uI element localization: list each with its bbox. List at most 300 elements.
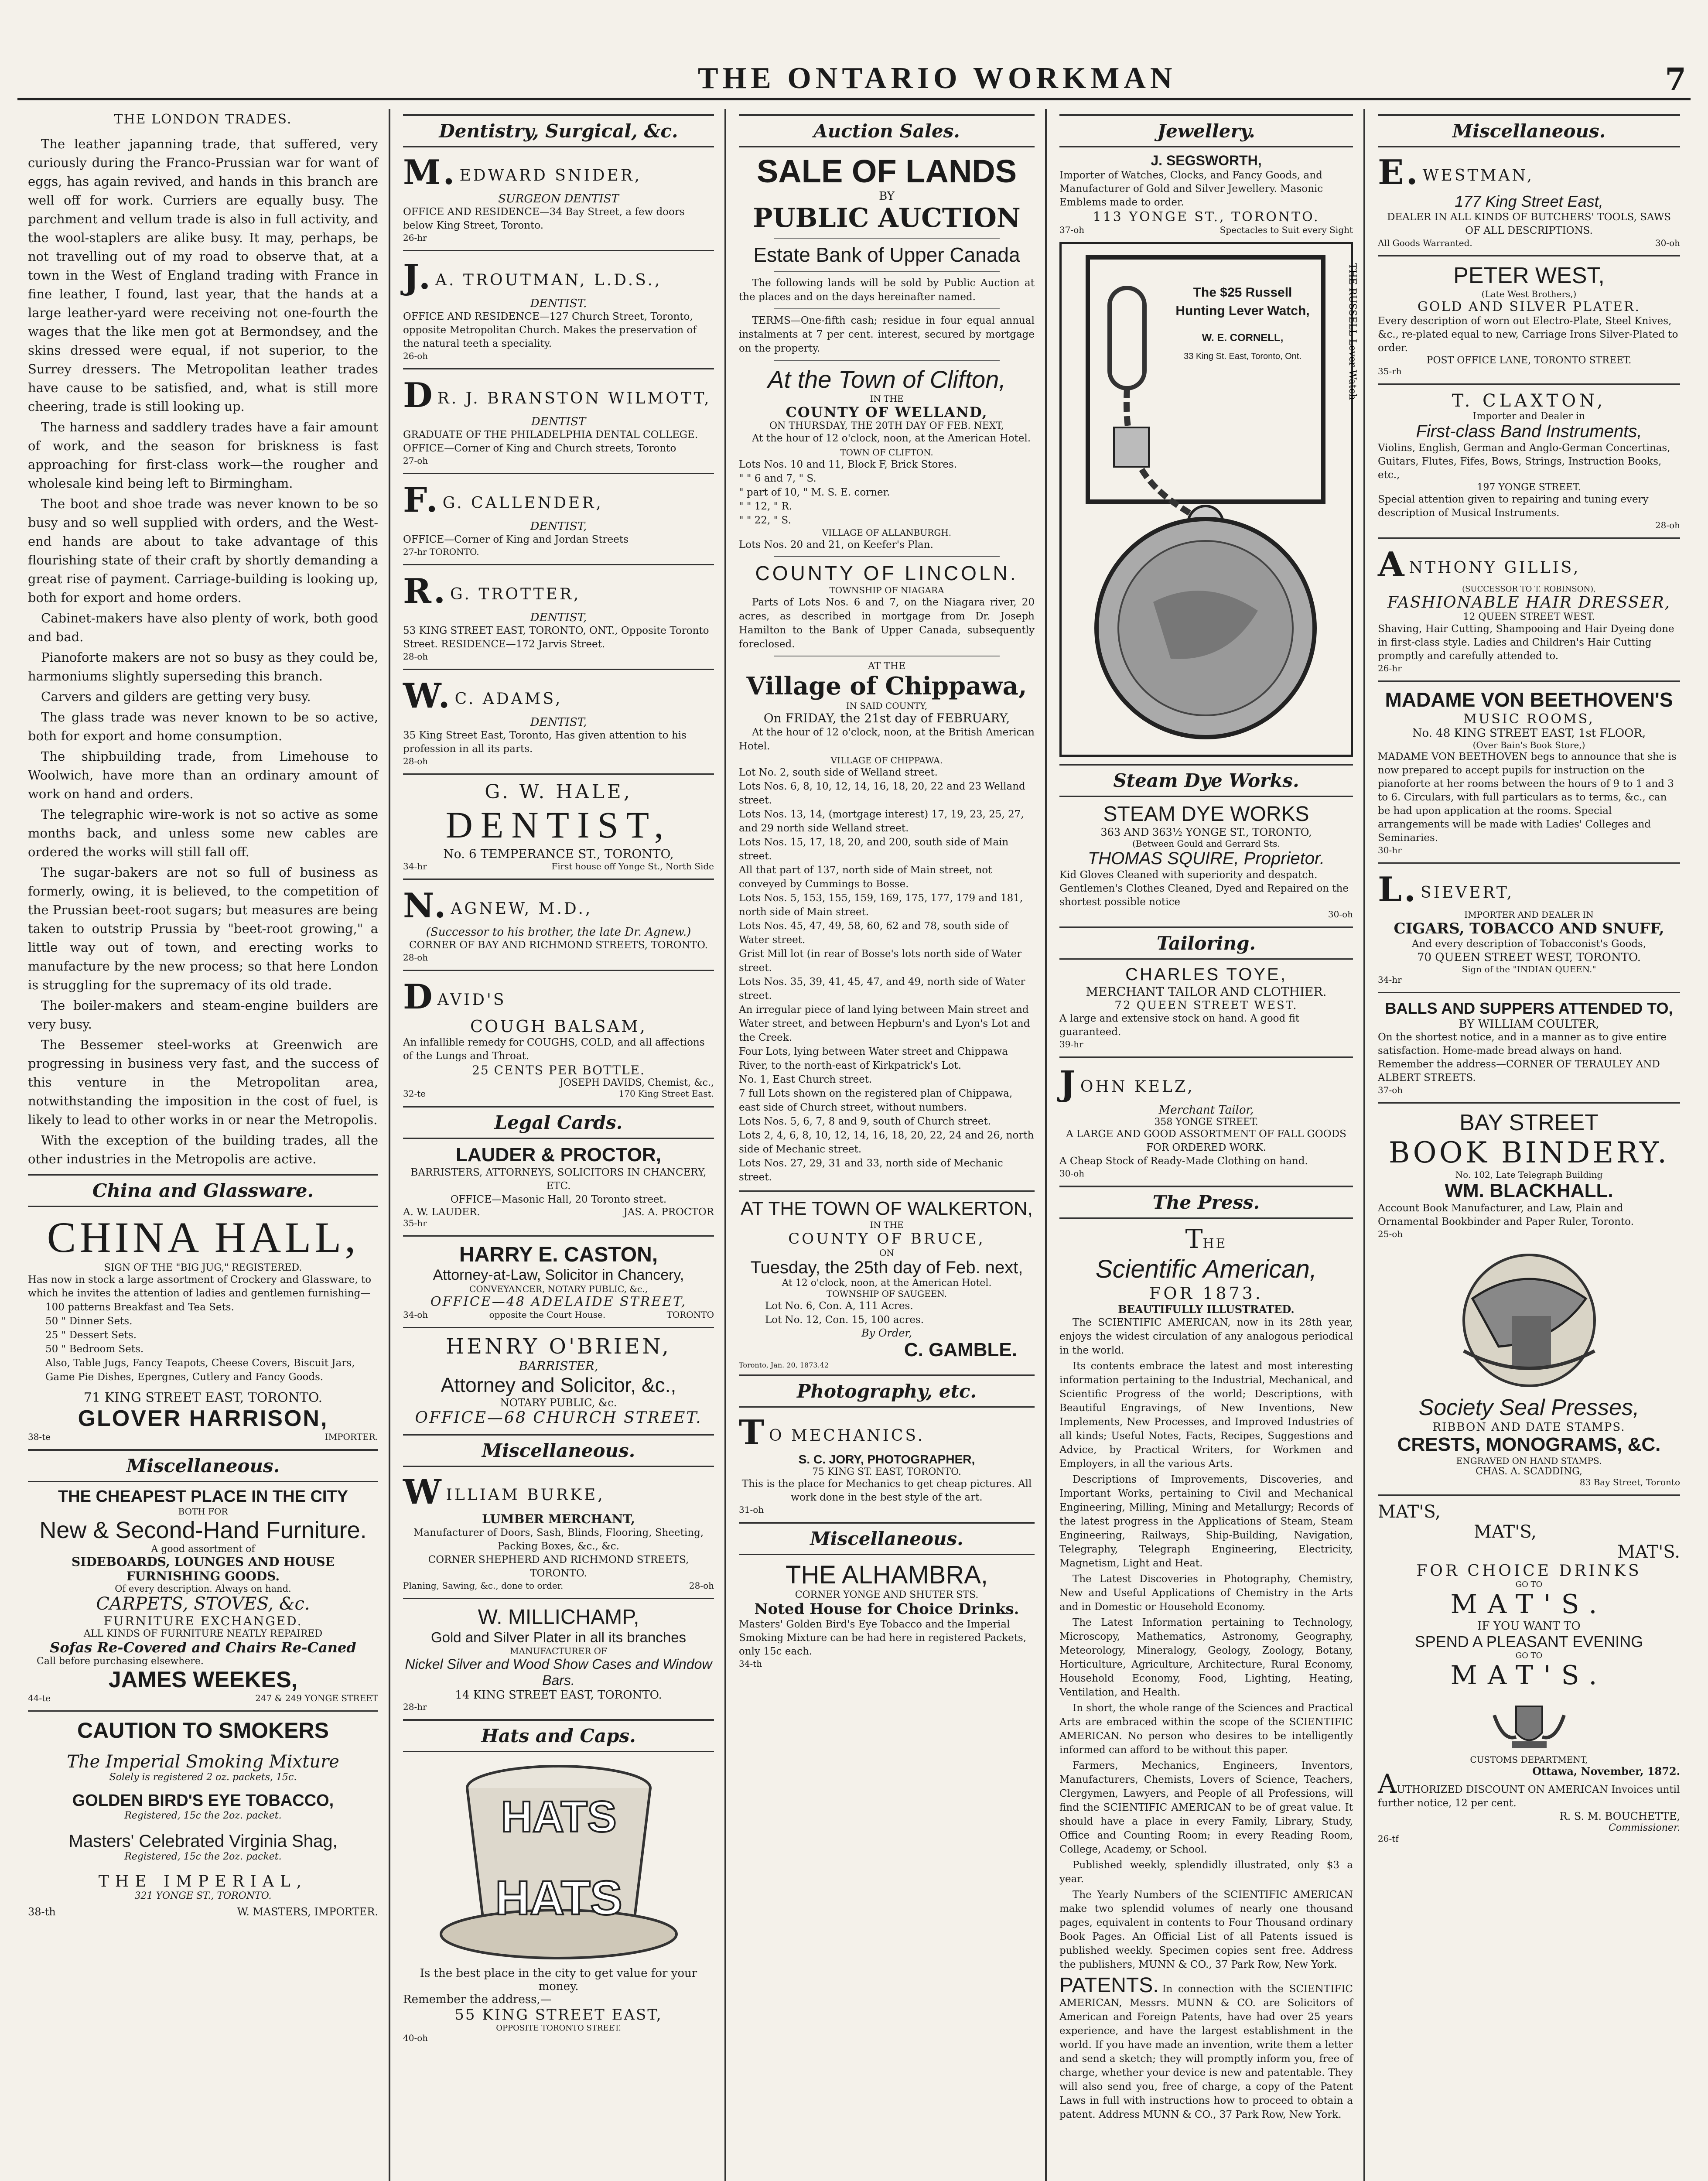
beethoven-address: No. 48 KING STREET EAST, 1st FLOOR,: [1412, 727, 1646, 740]
column-5: [1367, 109, 1691, 2181]
jory-address: 75 KING ST. EAST, TORONTO.: [812, 1467, 961, 1477]
article-paragraph: The glass trade was never known to be so active, both for export and home consumption.: [28, 710, 378, 743]
claxton-ad: [1378, 391, 1680, 530]
ref-code: 28-hr: [403, 1702, 427, 1712]
seal-address: 83 Bay Street, Toronto: [1579, 1477, 1680, 1487]
dentist-text: 53 KING STREET EAST, TORONTO, ONT., Opposite Toronto Street. RESIDENCE—172 Jarvis Street.: [403, 625, 709, 650]
hats-word-1: HATS: [501, 1792, 616, 1841]
chippawa-at: AT THE: [868, 661, 906, 672]
sievert-name: SIEVERT,: [1421, 884, 1514, 902]
beethoven-sub: MUSIC ROOMS,: [1463, 711, 1595, 727]
ref-code: 27-oh: [403, 455, 428, 466]
claxton-address: 197 YONGE STREET.: [1477, 482, 1581, 493]
section-heading-hats: Hats and Caps.: [403, 1719, 714, 1752]
dentist-sub: DENTIST,: [530, 611, 587, 624]
divider: [774, 308, 1000, 309]
segsworth-note: Spectacles to Suit every Sight: [1220, 225, 1353, 235]
dentist-name: G. CALLENDER,: [442, 494, 603, 512]
divider: [774, 238, 1000, 239]
furniture-address: 247 & 249 YONGE STREET: [255, 1693, 378, 1703]
drop-cap: J.: [403, 257, 433, 297]
jory-name: S. C. JORY, PHOTOGRAPHER,: [798, 1453, 975, 1466]
divider: [28, 1710, 378, 1712]
jory-text: This is the place for Mechanics to get cheap pictures. All work done in the best style of the art.: [741, 1478, 1032, 1503]
sale-terms: TERMS—One-fifth cash; residue in four equal annual instalments at 7 per cent. interest, secured by mortgage on the property.: [739, 315, 1035, 354]
gillis-title: FASHIONABLE HAIR DRESSER,: [1387, 594, 1671, 612]
lot-line: Grist Mill lot (in rear of Bosse's lots north side of Water street.: [739, 948, 1022, 974]
davids-name: AVID'S: [437, 991, 506, 1009]
dentist-text: OFFICE AND RESIDENCE—127 Church Street, Toronto, opposite Metropolitan Church. Makes the preservation of the natural teeth a speciality.: [403, 311, 697, 349]
furniture-line: SIDEBOARDS, LOUNGES AND HOUSE FURNISHING GOODS.: [72, 1555, 335, 1583]
dentist-name: C. ADAMS,: [454, 690, 563, 708]
page-number: 7: [1665, 61, 1686, 97]
dye-note: Gentlemen's Clothes Cleaned, Dyed and Repaired on the shortest possible notice: [1059, 883, 1349, 908]
ref-code: 26-hr: [1378, 663, 1402, 673]
agnew-text: CORNER OF BAY AND RICHMOND STREETS, TORONTO.: [409, 940, 708, 951]
beethoven-ad: [1378, 688, 1680, 855]
beethoven-title: MADAME VON BEETHOVEN'S: [1385, 688, 1673, 711]
hats-ad: [403, 1757, 714, 2043]
bindery-text: Account Book Manufacturer, and Law, Plain and Ornamental Bookbinder and Paper Ruler, Toronto.: [1378, 1203, 1634, 1227]
lot-line: " " 12, " R.: [739, 501, 793, 512]
davids-address: 170 King Street East.: [618, 1088, 714, 1099]
ref-code: 39-hr: [1059, 1039, 1083, 1049]
drop-cap: D: [403, 376, 435, 415]
sievert-sign: Sign of the "INDIAN QUEEN.": [1462, 964, 1596, 974]
article-paragraph: The shipbuilding trade, from Limehouse to Woolwich, have more than an ordinary amount of work on hand and orders.: [28, 749, 378, 801]
ref-code: 35-hr: [403, 1218, 427, 1228]
lot-line: Lots Nos. 10 and 11, Block F, Brick Stores.: [739, 459, 957, 470]
ref-code: 28-oh: [1655, 520, 1680, 530]
west-name: PETER WEST,: [1453, 263, 1605, 288]
millichamp-title: Gold and Silver Plater in all its branches: [430, 1629, 687, 1645]
sievert-sub: IMPORTER AND DEALER IN: [1464, 909, 1594, 920]
millichamp-address: 14 KING STREET EAST, TORONTO.: [455, 1689, 662, 1702]
ref-code: 30-oh: [1328, 909, 1353, 920]
ref-code: 34-th: [739, 1658, 762, 1669]
divider: [403, 879, 714, 880]
agnew-name: AGNEW, M.D.,: [451, 900, 593, 918]
china-hall-proprietor: GLOVER HARRISON,: [78, 1406, 328, 1431]
lot-line: Lots Nos. 5, 153, 155, 159, 169, 175, 177, 179 and 181, north side of Main street.: [739, 892, 1023, 918]
westman-text: DEALER IN ALL KINDS OF BUTCHERS' TOOLS, SAWS OF ALL DESCRIPTIONS.: [1387, 212, 1671, 236]
divider: [403, 970, 714, 971]
gillis-ad: [1378, 545, 1680, 673]
section-heading-dye: Steam Dye Works.: [1059, 764, 1353, 797]
walkerton-lots: [739, 1299, 1035, 1327]
millichamp-ad: [403, 1605, 714, 1712]
china-hall-item: 50 " Dinner Sets.: [45, 1316, 133, 1327]
walkerton-township: TOWNSHIP OF SAUGEEN.: [826, 1289, 947, 1299]
drop-cap: T: [1185, 1224, 1203, 1255]
walkerton-on: ON: [879, 1248, 894, 1258]
article-paragraph: Pianoforte makers are not so busy as they could be, harmoniums slightly superseding this branch.: [28, 650, 378, 684]
mats-line: MAT'S.: [1450, 1660, 1608, 1691]
china-hall-item: Also, Table Jugs, Fancy Teapots, Cheese Covers, Biscuit Jars, Game Pie Dishes, Epergnes, Cutlery and Fancy Goods.: [45, 1357, 355, 1383]
dentist-ad: [403, 257, 714, 361]
china-hall-text: Has now in stock a large assortment of Crockery and Glassware, to which he invites the attention of ladies and gentlemen furnishing—: [28, 1274, 372, 1299]
mats-line: FOR CHOICE DRINKS: [1416, 1562, 1642, 1580]
sale-estate: Estate Bank of Upper Canada: [753, 243, 1020, 266]
furniture-ad: [28, 1487, 378, 1703]
divider: [1378, 680, 1680, 682]
divider: [403, 773, 714, 775]
china-hall-sign: SIGN OF THE "BIG JUG," REGISTERED.: [104, 1262, 302, 1273]
caston-opp: opposite the Court House.: [489, 1309, 606, 1320]
divider: [403, 1327, 714, 1328]
furniture-line: CARPETS, STOVES, &c.: [96, 1594, 310, 1614]
dentist-sub: DENTIST.: [530, 297, 587, 310]
caston-office: OFFICE—48 ADELAIDE STREET,: [430, 1294, 687, 1309]
mats-line: MAT'S.: [1617, 1542, 1680, 1562]
masthead: [17, 61, 1691, 100]
dye-title: STEAM DYE WORKS: [1103, 803, 1309, 826]
clifton-county: COUNTY OF WELLAND,: [786, 404, 988, 420]
watch-line: The $25 Russell Hunting Lever Watch,: [1175, 285, 1310, 318]
lauder-ad: [403, 1144, 714, 1228]
seal-sub: RIBBON AND DATE STAMPS.: [1432, 1421, 1626, 1434]
divider: [1378, 862, 1680, 864]
kelz-address: 358 YONGE STREET.: [1154, 1117, 1258, 1128]
smokers-line: Solely is registered 2 oz. packets, 15c.: [109, 1772, 297, 1783]
sale-headline: SALE OF LANDS: [756, 153, 1017, 189]
caston-ad: [403, 1243, 714, 1320]
watch-text: THE RUSSELL Lever Watch: [1347, 263, 1358, 400]
bindery-address: No. 102, Late Telegraph Building: [1455, 1169, 1603, 1180]
divider: [403, 564, 714, 565]
ref-code: 28-oh: [689, 1580, 714, 1591]
divider: [1378, 537, 1680, 539]
watch-address: 33 King St. East, Toronto, Ont.: [1184, 352, 1301, 361]
divider: [1378, 255, 1680, 256]
ref-code: 40-oh: [403, 2033, 428, 2043]
gillis-text: Shaving, Hair Cutting, Shampooing and Hair Dyeing done in first-class style. Ladies and Children's Hair Cutting promptly and carefully attended to.: [1378, 623, 1674, 662]
ref-code: 34-hr: [403, 861, 427, 872]
sciam-the: HE: [1202, 1236, 1227, 1251]
dye-owner: THOMAS SQUIRE, Proprietor.: [1087, 849, 1325, 868]
china-hall-title: CHINA HALL,: [47, 1213, 359, 1261]
smokers-ad: [28, 1718, 378, 1918]
hats-address: 55 KING STREET EAST,: [454, 2006, 663, 2024]
page-columns: [17, 109, 1691, 2181]
newspaper-title: THE ONTARIO WORKMAN: [698, 62, 1177, 95]
hale-note: First house off Yonge St., North Side: [551, 861, 714, 872]
ref-code: 30-oh: [1059, 1168, 1085, 1179]
ref-code: 28-oh: [403, 952, 428, 963]
clifton-vlots: Lots Nos. 20 and 21, on Keefer's Plan.: [739, 539, 933, 550]
section-heading-misc: Miscellaneous.: [1378, 114, 1680, 147]
article-paragraph: The boot and shoe trade was never known to be so busy and so well supplied with orders, and the West-end hands are about to take advantage of this flourishing state of their craft by shortly demanding a great rise of payment. Carriage-building is looking up, both for export and home orders.: [28, 496, 378, 605]
davids-ad: [403, 977, 714, 1099]
lot-line: Lots Nos. 35, 39, 41, 45, 47, and 49, north side of Water street.: [739, 976, 1025, 1002]
hale-address: No. 6 TEMPERANCE ST., TORONTO,: [443, 847, 674, 861]
dentist-name: R. J. BRANSTON WILMOTT,: [437, 390, 711, 407]
millichamp-name: W. MILLICHAMP,: [478, 1606, 639, 1629]
west-sub: (Late West Brothers,): [1481, 289, 1577, 299]
dentist-name: EDWARD SNIDER,: [459, 167, 642, 185]
coulter-by: BY WILLIAM COULTER,: [1459, 1018, 1599, 1031]
mats-line: MAT'S,: [1474, 1522, 1537, 1542]
divider: [403, 1235, 714, 1237]
dentist-ad: [403, 676, 714, 766]
patents-ad: [1059, 1974, 1353, 2122]
smokers-line: GOLDEN BIRD'S EYE TOBACCO,: [72, 1791, 334, 1810]
burke-note: Planing, Sawing, &c., done to order.: [403, 1580, 564, 1591]
millichamp-sub: MANUFACTURER OF: [510, 1646, 607, 1656]
lot-line: Lots Nos. 27, 29, 31 and 33, north side of Mechanic street.: [739, 1158, 1003, 1183]
section-heading-photography: Photography, etc.: [739, 1374, 1035, 1408]
ref-code: 34-oh: [403, 1309, 428, 1320]
alhambra-address: CORNER YONGE AND SHUTER STS.: [795, 1590, 979, 1600]
westman-address: 177 King Street East,: [1455, 192, 1603, 210]
drop-cap: M.: [403, 153, 457, 192]
clifton-in: IN THE: [870, 393, 904, 404]
walkerton-title: AT THE TOWN OF WALKERTON,: [741, 1198, 1033, 1219]
lot-line: Lots 2, 4, 6, 8, 10, 12, 14, 16, 18, 20, 22, 24 and 26, north side of Mechanic street.: [739, 1130, 1034, 1155]
customs-signer: R. S. M. BOUCHETTE,: [1559, 1810, 1680, 1822]
ref-code: 37-oh: [1059, 225, 1085, 235]
chippawa-village: VILLAGE OF CHIPPAWA.: [830, 755, 943, 766]
ref-code: 26-tf: [1378, 1833, 1399, 1844]
gillis-sub: (SUCCESSOR TO T. ROBINSON),: [1462, 585, 1596, 594]
sciam-paragraph: The Latest Discoveries in Photography, Chemistry, New and Useful Applications of Chemistry in the Arts and in Domestic or Household Economy.: [1059, 1573, 1353, 1613]
ref-code: 26-oh: [403, 351, 428, 361]
furniture-line: New & Second-Hand Furniture.: [39, 1517, 367, 1543]
lot-line: No. 1, East Church street.: [739, 1074, 872, 1085]
section-heading-misc: Miscellaneous.: [403, 1434, 714, 1467]
lot-line: Lot No. 12, Con. 15, 100 acres.: [765, 1314, 924, 1326]
dentist-name: G. TROTTER,: [450, 585, 581, 603]
section-heading-auction: Auction Sales.: [739, 114, 1035, 147]
divider: [403, 1598, 714, 1599]
drop-cap: W: [403, 1472, 444, 1512]
article-paragraph: The boiler-makers and steam-engine builders are very busy.: [28, 998, 378, 1032]
divider: [774, 556, 1000, 557]
hats-opp: OPPOSITE TORONTO STREET.: [496, 2024, 621, 2033]
dye-between: (Between Gould and Gerrard Sts.: [1132, 838, 1280, 849]
west-title: GOLD AND SILVER PLATER.: [1417, 299, 1641, 315]
sciam-paragraph: In short, the whole range of the Sciences and Practical Arts are embraced within the scope of the SCIENTIFIC AMERICAN. No person who desires to be intelligently informed can afford to be without this paper.: [1059, 1702, 1353, 1756]
section-heading-jewellery: Jewellery.: [1059, 114, 1353, 147]
china-hall-item: 25 " Dessert Sets.: [45, 1330, 137, 1341]
obrien-office: OFFICE—68 CHURCH STREET.: [415, 1409, 702, 1427]
mats-line: MAT'S.: [1450, 1589, 1608, 1620]
lot-line: Four Lots, lying between Water street and Chippawa River, to the north-east of Kirkpatrick's Lot.: [739, 1046, 1008, 1071]
lauder-name: LAUDER & PROCTOR,: [456, 1144, 661, 1166]
kelz-text: A LARGE AND GOOD ASSORTMENT OF FALL GOODS FOR ORDERED WORK.: [1066, 1128, 1346, 1153]
sciam-paragraph: The SCIENTIFIC AMERICAN, now in its 28th year, enjoys the widest circulation of any analogous periodical in the world.: [1059, 1317, 1353, 1356]
seal-crests: CRESTS, MONOGRAMS, &C.: [1397, 1434, 1661, 1455]
china-hall-items: [28, 1300, 378, 1384]
toye-address: 72 QUEEN STREET WEST.: [1114, 999, 1298, 1012]
proprietor-role: IMPORTER.: [325, 1432, 378, 1442]
drop-cap: F.: [403, 480, 440, 520]
hale-name: G. W. HALE,: [485, 781, 632, 803]
seal-title: Society Seal Presses,: [1418, 1395, 1640, 1420]
alhambra-ad: [739, 1560, 1035, 1669]
dye-address: 363 AND 363½ YONGE ST., TORONTO,: [1100, 826, 1312, 838]
furniture-line: Call before purchasing elsewhere.: [37, 1656, 204, 1667]
sciam-paragraph: The Yearly Numbers of the SCIENTIFIC AMERICAN make two splendid volumes of nearly one thousand pages, equivalent in contents to Four Thousand ordinary Book Pages. An Official List of all Patents issued is published weekly. Specimen copies sent free. Address the publishers, MUNN & CO., 37 Park Row, New York.: [1059, 1889, 1353, 1970]
lauder-text: BARRISTERS, ATTORNEYS, SOLICITORS IN CHANCERY, ETC.: [410, 1167, 707, 1192]
article-paragraph: The harness and saddlery trades have a fair amount of work, and the season for briskness is fast approaching for first-class work—the rougher and wholesale kind being left to Birmingham.: [28, 420, 378, 491]
chippawa-time: At the hour of 12 o'clock, noon, at the British American Hotel.: [739, 727, 1035, 752]
lauder-office: OFFICE—Masonic Hall, 20 Toronto street.: [450, 1194, 667, 1205]
sale-by: BY: [879, 190, 895, 203]
furniture-line: FURNITURE EXCHANGED.: [103, 1614, 303, 1628]
walkerton-date: Tuesday, the 25th day of Feb. next,: [750, 1258, 1023, 1277]
mats-line: GO TO: [1515, 1651, 1543, 1660]
dentist-sub: DENTIST: [531, 415, 586, 428]
davids-title: COUGH BALSAM,: [470, 1017, 647, 1036]
partner-name: JAS. A. PROCTOR: [623, 1207, 714, 1218]
caston-name: HARRY E. CASTON,: [459, 1243, 658, 1266]
customs-date: Ottawa, November, 1872.: [1532, 1765, 1680, 1778]
coat-of-arms-icon: [1486, 1698, 1573, 1754]
drop-cap: N.: [403, 886, 448, 926]
toye-title: MERCHANT TAILOR AND CLOTHIER.: [1086, 985, 1327, 999]
divider: [1378, 1102, 1680, 1104]
mats-line: SPEND A PLEASANT EVENING: [1414, 1633, 1643, 1651]
lot-line: Lots Nos. 15, 17, 18, 20, and 200, south side of Main street.: [739, 837, 1009, 862]
divider: [403, 669, 714, 670]
article-paragraph: Carvers and gilders are getting very busy.: [41, 689, 311, 704]
dye-text: Kid Gloves Cleaned with superiority and despatch.: [1059, 869, 1318, 881]
furniture-line: A good assortment of: [151, 1544, 255, 1555]
segsworth-address: 113 YONGE ST., TORONTO.: [1093, 209, 1320, 225]
sievert-address: 70 QUEEN STREET WEST, TORONTO.: [1417, 951, 1641, 964]
kelz-ad: [1059, 1064, 1353, 1179]
furniture-line: Of every description. Always on hand.: [115, 1583, 291, 1594]
hats-word-2: HATS: [495, 1871, 622, 1925]
burke-text: Manufacturer of Doors, Sash, Blinds, Flooring, Sheeting, Packing Boxes, &c., &c.: [413, 1527, 704, 1552]
ref-code: 34-hr: [1378, 974, 1402, 985]
clifton-village: VILLAGE OF ALLANBURGH.: [822, 527, 952, 538]
beethoven-note: (Over Bain's Book Store,): [1472, 740, 1585, 750]
dentist-sub: DENTIST,: [530, 520, 587, 533]
sciam-body: [1059, 1316, 1353, 1972]
burke-address: CORNER SHEPHERD AND RICHMOND STREETS, TORONTO.: [428, 1554, 689, 1579]
customs-ad: [1378, 1698, 1680, 1844]
kelz-sub: Merchant Tailor,: [1158, 1104, 1254, 1117]
divider: [739, 1190, 1035, 1192]
drop-cap: T: [739, 1413, 767, 1453]
toye-text: A large and extensive stock on hand. A good fit guaranteed.: [1059, 1013, 1300, 1038]
sievert-ad: [1378, 870, 1680, 985]
dentist-ad: [403, 480, 714, 557]
ref-code: 42: [820, 1361, 829, 1369]
ref-code: 30-oh: [1655, 238, 1680, 248]
china-hall-ad: [28, 1212, 378, 1442]
lot-line: 7 full Lots shown on the registered plan of Chippawa, east side of Church street, without numbers.: [739, 1088, 1013, 1113]
divider: [403, 250, 714, 251]
segsworth-ad: [1059, 153, 1353, 235]
smokers-title: CAUTION TO SMOKERS: [77, 1718, 329, 1743]
claxton-note: Special attention given to repairing and tuning every description of Musical Instruments.: [1378, 494, 1649, 519]
smokers-line: Registered, 15c the 2oz. packet.: [124, 1851, 282, 1862]
lot-line: Lots Nos. 45, 47, 49, 58, 60, 62 and 78, south side of Water street.: [739, 920, 1008, 946]
chippawa-county: IN SAID COUNTY,: [846, 701, 928, 711]
furniture-line: BOTH FOR: [178, 1506, 228, 1517]
millichamp-text: Nickel Silver and Wood Show Cases and Window Bars.: [405, 1656, 712, 1688]
ref-code: 28-oh: [403, 651, 428, 662]
burke-name: ILLIAM BURKE,: [446, 1486, 605, 1504]
walkerton-order: By Order,: [861, 1327, 912, 1339]
divider: [1059, 1056, 1353, 1058]
article-heading: THE LONDON TRADES.: [114, 112, 292, 127]
russell-watch-ad: [1059, 242, 1358, 757]
ref-code: 35-rh: [1378, 366, 1402, 376]
section-heading-legal: Legal Cards.: [403, 1106, 714, 1139]
sciam-paragraph: Its contents embrace the latest and most interesting information pertaining to the Industrial, Mechanical, and Scientific Progress of the world; Descriptions, with Beautiful Engravings, of New Inventions, New Implements, New Processes, and Improved Industries of all kinds; Useful Notes, Facts, Recipes, Suggestions and Advice, by Practical Writers, for Workmen and Employers, in all the various Arts.: [1059, 1361, 1353, 1470]
claxton-sub: Importer and Dealer in: [1472, 411, 1585, 422]
bindery-title: BAY STREET: [1459, 1110, 1599, 1135]
peter-west-ad: [1378, 263, 1680, 376]
sciam-title: Scientific American,: [1095, 1255, 1317, 1283]
customs-text: UTHORIZED DISCOUNT ON AMERICAN Invoices until further notice, 12 per cent.: [1378, 1784, 1680, 1809]
west-address: POST OFFICE LANE, TORONTO STREET.: [1426, 355, 1632, 366]
gillis-name: NTHONY GILLIS,: [1409, 559, 1581, 577]
dentist-sub: DENTIST,: [530, 716, 587, 729]
watch-seller: W. E. CORNELL,: [1202, 332, 1284, 344]
claxton-title: First-class Band Instruments,: [1416, 422, 1642, 441]
furniture-owner: JAMES WEEKES,: [108, 1667, 298, 1692]
divider: [1378, 992, 1680, 993]
sale-auction: PUBLIC AUCTION: [753, 203, 1021, 233]
jory-title: O MECHANICS.: [769, 1427, 925, 1445]
drop-cap: R.: [403, 571, 447, 611]
dentist-text: OFFICE AND RESIDENCE—34 Bay Street, a few doors below King Street, Toronto.: [403, 206, 685, 231]
coulter-title: BALLS AND SUPPERS ATTENDED TO,: [1385, 999, 1673, 1017]
sale-intro: The following lands will be sold by Public Auction at the places and on the days hereinafter named.: [739, 277, 1035, 303]
customs-role: Commissioner.: [1609, 1822, 1680, 1833]
ref-code: 37-oh: [1378, 1085, 1403, 1095]
divider: [1378, 383, 1680, 385]
article-paragraph: The Bessemer steel-works at Greenwich are progressing in business very fast, and the success of this venture in the Metropolitan area, notwithstanding the imposition in the cost of fuel, is likely to lead to other works in or near the Metropolis.: [28, 1037, 378, 1127]
sciam-paragraph: Farmers, Mechanics, Engineers, Inventors, Manufacturers, Chemists, Lovers of Science, Teachers, Clergymen, Lawyers, and People of all Professions, will find the SCIENTIFIC AMERICAN to be of great value. It should have a place in every Family, Library, Study, Office and Counting Room; in every Reading Room, College, Academy, or School.: [1059, 1760, 1353, 1855]
dentist-ad: [403, 571, 714, 662]
walkerton-date2: Toronto, Jan. 20, 1873.: [739, 1361, 820, 1369]
obrien-notary: NOTARY PUBLIC, &c.: [500, 1397, 617, 1409]
toye-name: CHARLES TOYE,: [1125, 965, 1287, 984]
dentist-text: GRADUATE OF THE PHILADELPHIA DENTAL COLLEGE. OFFICE—Corner of King and Church streets, Toronto: [403, 429, 698, 454]
lot-line: " " 22, " S.: [739, 515, 791, 526]
sciam-paragraph: The Latest Information pertaining to Technology, Microscopy, Mathematics, Astronomy, Geography, Meteorology, Mineralogy, Geology, Zoology, Botany, Horticulture, Agriculture, Architecture, Rural Economy, Household Economy, Food, Lighting, Heating, Ventilation, and Health.: [1059, 1617, 1353, 1698]
article-body: [28, 135, 378, 1169]
section-heading-misc: Miscellaneous.: [739, 1522, 1035, 1555]
hale-title: DENTIST,: [445, 804, 672, 846]
scientific-american-ad: [1059, 1224, 1353, 1972]
seal-engraved: ENGRAVED ON HAND STAMPS.: [1456, 1456, 1602, 1466]
article-paragraph: The telegraphic wire-work is not so active as some months back, and unless some new cables are ordered the works will still fall off.: [28, 807, 378, 859]
obrien-ad: [403, 1334, 714, 1427]
alhambra-noted: Noted House for Choice Drinks.: [754, 1600, 1019, 1618]
bindery-name: WM. BLACKHALL.: [1445, 1180, 1613, 1201]
furniture-line: ALL KINDS OF FURNITURE NEATLY REPAIRED: [83, 1628, 323, 1639]
hat-illustration-icon: [437, 1757, 681, 1967]
caston-city: TORONTO: [666, 1309, 714, 1320]
divider: [774, 271, 1000, 272]
china-hall-item: 50 " Bedroom Sets.: [45, 1343, 144, 1355]
lot-line: Lots Nos. 5, 6, 7, 8 and 9, south of Church street.: [739, 1116, 991, 1127]
mats-line: MAT'S,: [1378, 1502, 1441, 1522]
dentist-ads: [403, 153, 714, 775]
clifton-town: TOWN OF CLIFTON.: [840, 447, 933, 458]
obrien-name: HENRY O'BRIEN,: [446, 1334, 671, 1359]
lot-line: All that part of 137, north side of Main street, not conveyed by Cummings to Bosse.: [739, 865, 992, 890]
drop-cap: E.: [1378, 153, 1420, 192]
sciam-sub: BEAUTIFULLY ILLUSTRATED.: [1118, 1303, 1295, 1316]
